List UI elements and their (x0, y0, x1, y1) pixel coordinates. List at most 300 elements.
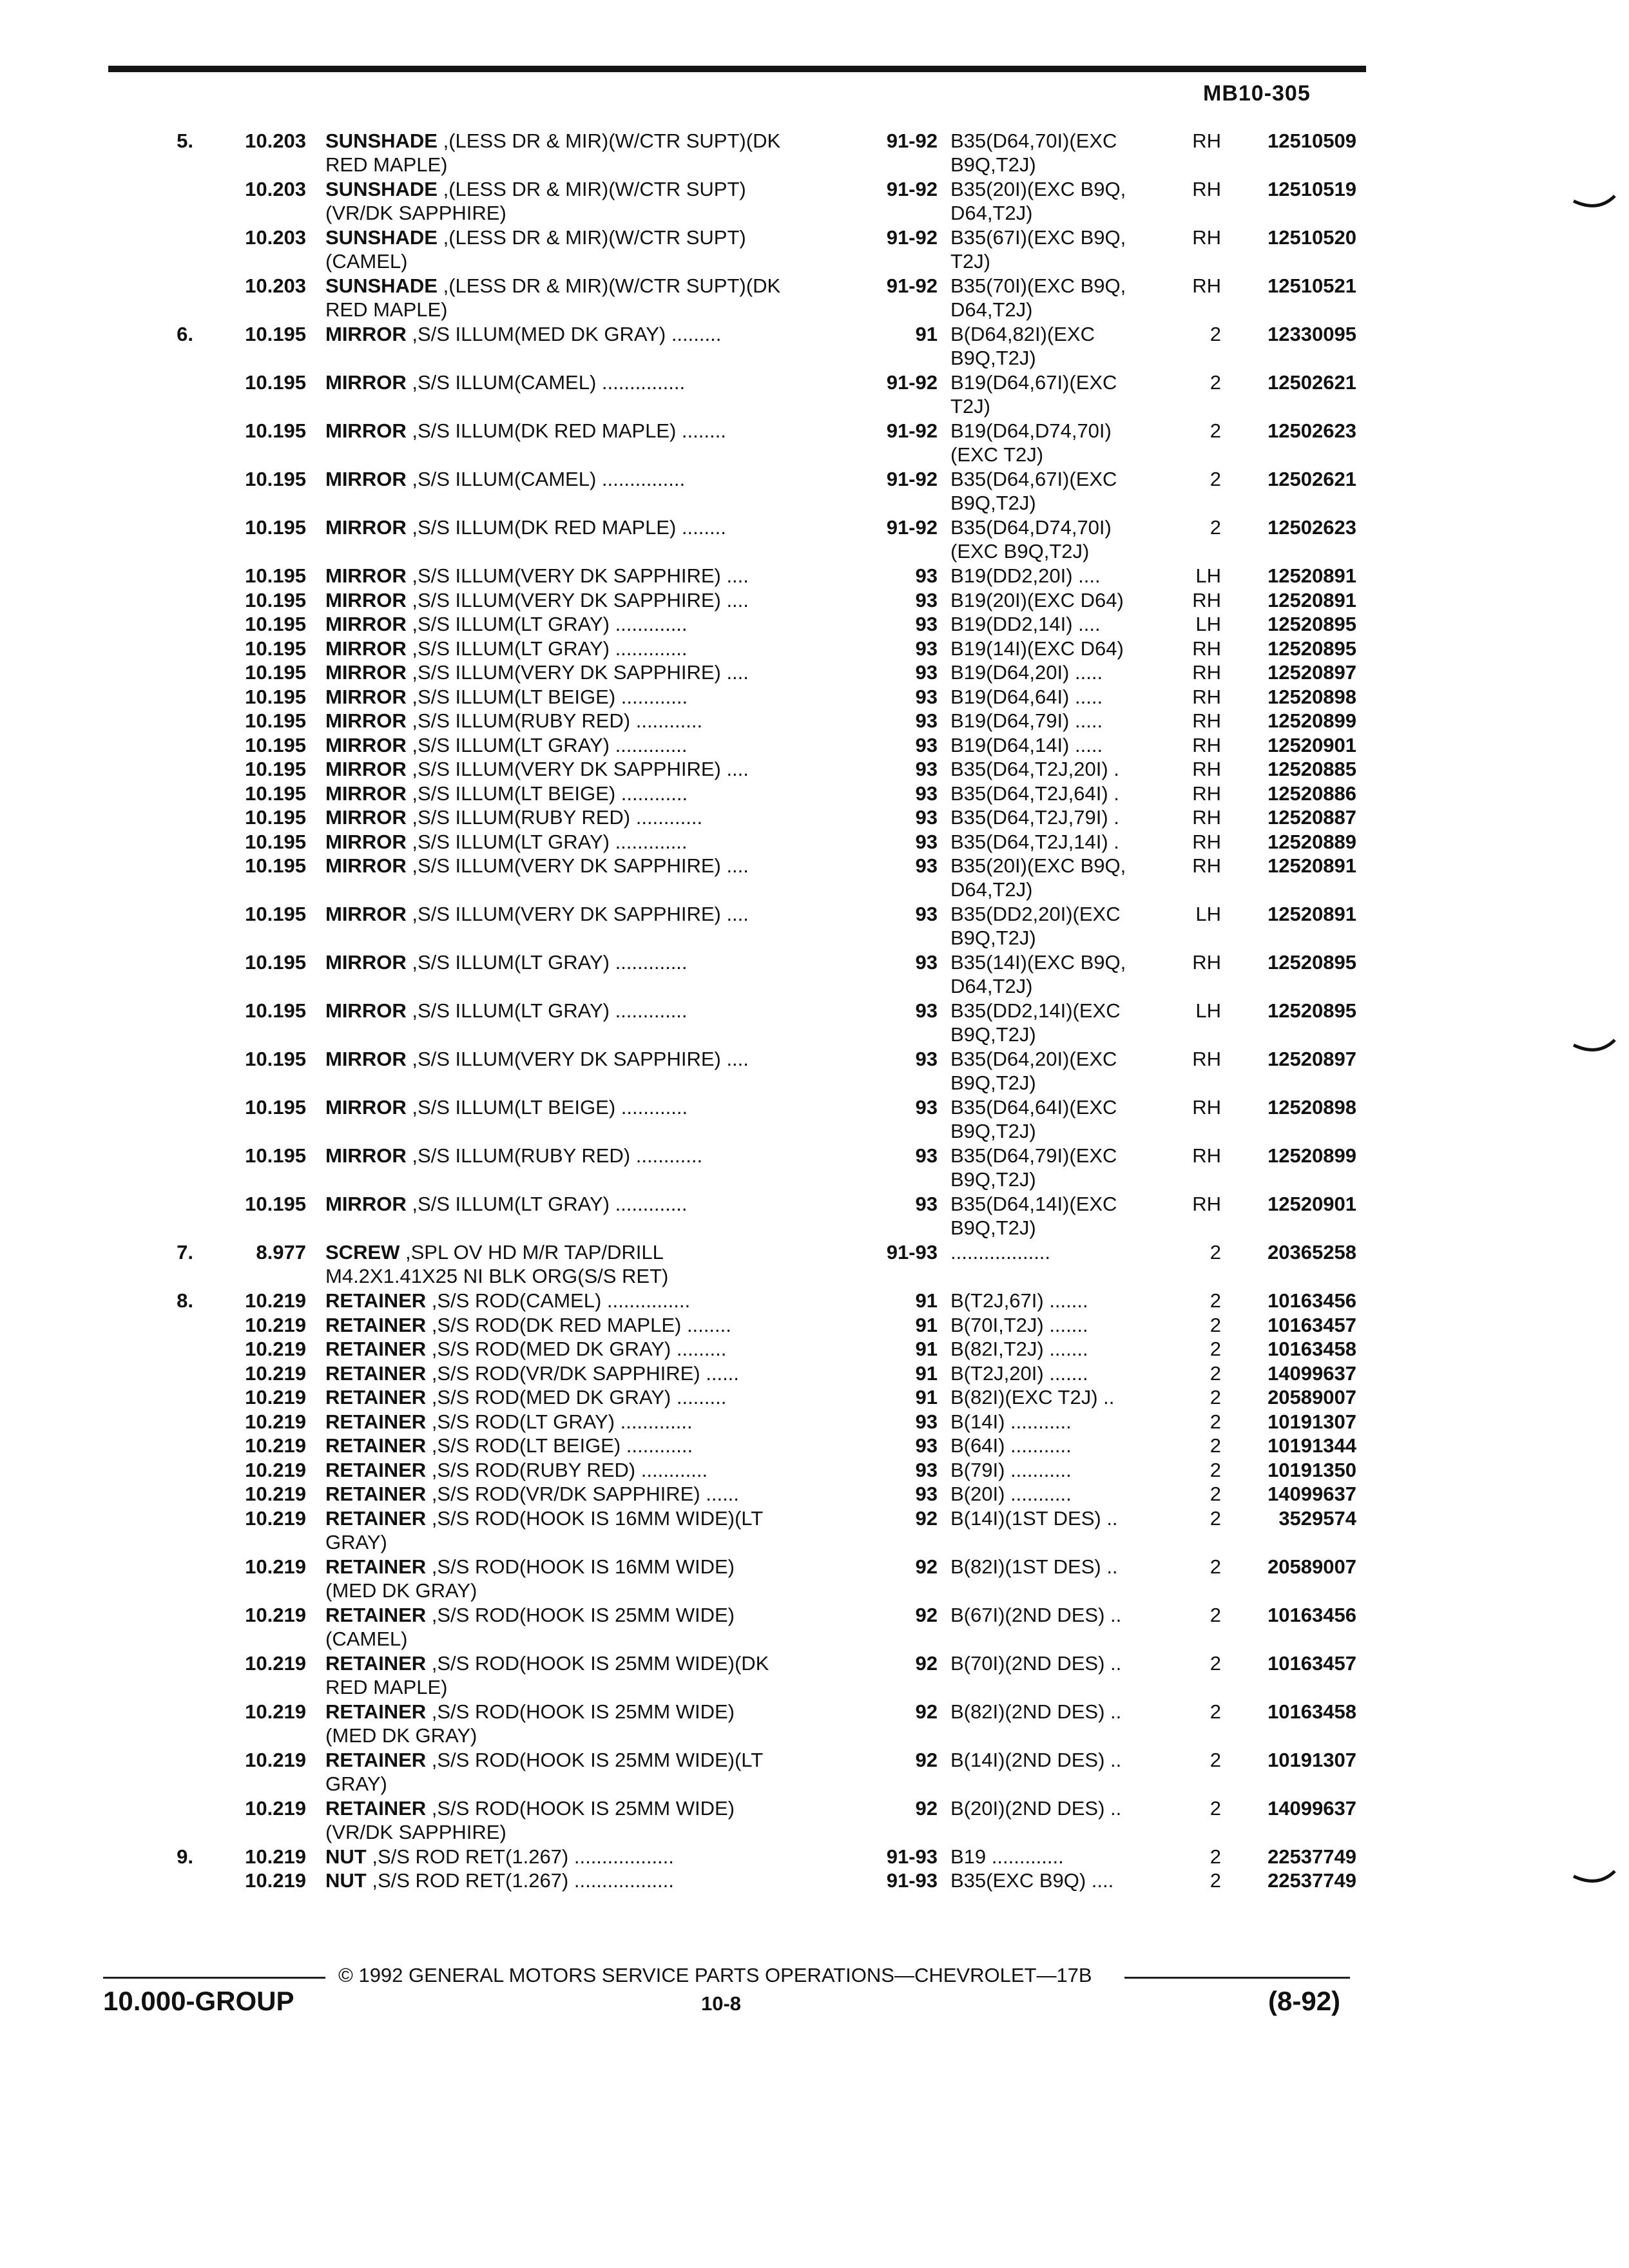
quantity: LH (1195, 999, 1221, 1022)
quantity: 2 (1210, 1845, 1221, 1868)
group-number: 10.219 (245, 1289, 306, 1312)
part-row (0, 1361, 1629, 1386)
part-number: 12510519 (1268, 178, 1356, 200)
part-description (325, 612, 854, 636)
quantity: 2 (1210, 1241, 1221, 1264)
part-detail: ,S/S ILLUM(LT GRAY) ............. (406, 1193, 688, 1215)
model-usage: B35(D64,T2J,20I) . (950, 758, 1119, 780)
part-detail: ,S/S ILLUM(LT BEIGE) ............ (406, 782, 688, 805)
part-row (0, 660, 1629, 685)
part-detail: ,(LESS DR & MIR)(W/CTR SUPT)(DK RED MAPLE) (325, 274, 781, 321)
quantity: RH (1192, 1144, 1221, 1167)
part-name: MIRROR (325, 323, 407, 345)
part-name: MIRROR (325, 999, 407, 1022)
group-number: 10.195 (245, 1193, 306, 1215)
part-row (0, 1458, 1629, 1483)
part-detail: ,S/S ILLUM(VERY DK SAPPHIRE) .... (406, 661, 749, 684)
model-years: 91-92 (886, 226, 938, 249)
part-number: 12520891 (1268, 588, 1356, 611)
model-usage: B(70I)(2ND DES) .. (950, 1651, 1122, 1675)
group-number: 10.195 (245, 830, 306, 853)
part-row (0, 1748, 1629, 1796)
part-detail: ,S/S ILLUM(MED DK GRAY) ......... (406, 323, 722, 345)
model-years: 91 (915, 323, 938, 345)
part-name: RETAINER (325, 1361, 427, 1385)
model-usage: B35(D64,T2J,14I) . (950, 830, 1119, 853)
model-usage: B(70I,T2J) ....... (950, 1313, 1088, 1336)
part-name: MIRROR (325, 806, 407, 829)
quantity: 2 (1210, 516, 1221, 539)
part-detail: ,S/S ILLUM(LT GRAY) ............. (406, 951, 688, 974)
group-number: 10.219 (245, 1796, 306, 1820)
part-name: MIRROR (325, 758, 407, 780)
group-number: 10.219 (245, 1458, 306, 1481)
part-number: 20589007 (1268, 1386, 1356, 1408)
part-row (0, 637, 1629, 661)
group-number: 10.219 (245, 1555, 306, 1578)
part-number: 12520885 (1268, 758, 1356, 780)
model-usage: B19(DD2,20I) .... (950, 564, 1101, 587)
part-description (325, 1482, 854, 1506)
part-name: RETAINER (325, 1458, 427, 1481)
part-detail: ,S/S ILLUM(RUBY RED) ............ (406, 806, 703, 829)
model-usage: .................. (950, 1241, 1051, 1264)
part-row (0, 1506, 1629, 1555)
part-number: 12520895 (1268, 999, 1356, 1022)
part-description (325, 564, 854, 588)
model-years: 92 (915, 1700, 938, 1723)
part-row (0, 685, 1629, 709)
part-name: MIRROR (325, 733, 407, 756)
model-usage: B19(D64,79I) ..... (950, 709, 1103, 732)
part-number: 10163457 (1268, 1313, 1356, 1336)
group-number: 10.195 (245, 758, 306, 780)
part-description (325, 129, 854, 177)
part-row (0, 515, 1629, 564)
part-row (0, 588, 1629, 613)
model-years: 93 (915, 661, 938, 684)
group-number: 10.219 (245, 1506, 306, 1530)
quantity: RH (1192, 178, 1221, 200)
model-usage: B35(D64,64I)(EXC B9Q,T2J) (950, 1096, 1117, 1142)
part-detail: ,S/S ROD(VR/DK SAPPHIRE) ...... (426, 1483, 739, 1505)
quantity: LH (1195, 903, 1221, 925)
group-number: 8.977 (256, 1241, 306, 1264)
footer-copyright: © 1992 GENERAL MOTORS SERVICE PARTS OPERATIONS—CHEVROLET—17B (338, 1964, 1092, 1986)
part-row (0, 709, 1629, 733)
model-years: 92 (915, 1748, 938, 1771)
model-usage: B(T2J,67I) ....... (950, 1289, 1088, 1312)
part-detail: ,S/S ROD(HOOK IS 25MM WIDE) (CAMEL) (325, 1603, 735, 1650)
item-number: 6. (177, 323, 193, 345)
part-description (325, 1748, 854, 1796)
quantity: RH (1192, 1193, 1221, 1215)
part-number: 12520889 (1268, 830, 1356, 853)
part-name: MIRROR (325, 782, 407, 805)
part-description (325, 322, 854, 346)
model-usage: B19(DD2,14I) .... (950, 613, 1101, 635)
model-usage: B35(D64,79I)(EXC B9Q,T2J) (950, 1144, 1117, 1191)
model-usage: B35(D64,T2J,64I) . (950, 782, 1119, 805)
model-years: 92 (915, 1796, 938, 1820)
part-detail: ,S/S ILLUM(RUBY RED) ............ (406, 709, 703, 732)
part-name: RETAINER (325, 1434, 427, 1457)
part-number: 12510520 (1268, 226, 1356, 249)
part-description (325, 1796, 854, 1844)
part-number: 22537749 (1268, 1845, 1356, 1868)
part-description (325, 950, 854, 974)
part-number: 10163458 (1268, 1338, 1356, 1360)
part-name: MIRROR (325, 419, 407, 442)
part-name: RETAINER (325, 1651, 427, 1675)
quantity: 2 (1210, 1338, 1221, 1360)
model-years: 93 (915, 758, 938, 780)
model-usage: B35(20I)(EXC B9Q, D64,T2J) (950, 178, 1126, 224)
part-description (325, 830, 854, 854)
part-row (0, 274, 1629, 322)
model-years: 93 (915, 564, 938, 587)
part-number: 12502621 (1268, 468, 1356, 490)
model-years: 93 (915, 1458, 938, 1481)
part-detail: ,S/S ILLUM(CAMEL) ............... (406, 371, 686, 394)
model-years: 93 (915, 685, 938, 708)
part-description (325, 1192, 854, 1216)
part-description (325, 1651, 854, 1699)
part-description (325, 1240, 854, 1288)
part-number: 12520895 (1268, 951, 1356, 974)
footer-rule-left (103, 1977, 325, 1979)
quantity: RH (1192, 733, 1221, 756)
model-years: 93 (915, 999, 938, 1022)
part-row (0, 1410, 1629, 1434)
part-number: 10191307 (1268, 1410, 1356, 1433)
group-number: 10.195 (245, 1096, 306, 1119)
part-description (325, 1361, 854, 1385)
part-detail: ,S/S ROD(CAMEL) ............... (426, 1289, 691, 1312)
model-years: 92 (915, 1506, 938, 1530)
part-name: MIRROR (325, 564, 407, 587)
model-years: 91-92 (886, 468, 938, 490)
part-description (325, 467, 854, 491)
model-usage: B(14I) ........... (950, 1410, 1072, 1433)
model-years: 91 (915, 1338, 938, 1360)
part-number: 12520898 (1268, 685, 1356, 708)
model-usage: B35(D64,T2J,79I) . (950, 806, 1119, 829)
quantity: LH (1195, 564, 1221, 587)
part-description (325, 1337, 854, 1361)
model-usage: B35(D64,67I)(EXC B9Q,T2J) (950, 468, 1117, 514)
part-detail: ,S/S ILLUM(VERY DK SAPPHIRE) .... (406, 758, 749, 780)
part-detail: ,S/S ILLUM(CAMEL) ............... (406, 468, 686, 490)
part-detail: ,S/S ROD(DK RED MAPLE) ........ (426, 1313, 731, 1336)
part-row (0, 1651, 1629, 1700)
part-number: 12520898 (1268, 1096, 1356, 1119)
part-detail: ,S/S ILLUM(RUBY RED) ............ (406, 1144, 703, 1167)
part-detail: ,S/S ROD(LT BEIGE) ............ (426, 1434, 693, 1457)
quantity: 2 (1210, 1289, 1221, 1312)
part-name: RETAINER (325, 1386, 427, 1408)
part-number: 10163456 (1268, 1603, 1356, 1626)
quantity: RH (1192, 1048, 1221, 1070)
part-description (325, 177, 854, 225)
part-name: MIRROR (325, 1096, 407, 1119)
part-description (325, 274, 854, 322)
part-detail: ,(LESS DR & MIR)(W/CTR SUPT) (CAMEL) (325, 226, 746, 273)
part-number: 12520901 (1268, 733, 1356, 756)
part-description (325, 1700, 854, 1747)
part-row (0, 322, 1629, 370)
quantity: 2 (1210, 1410, 1221, 1433)
part-detail: ,SPL OV HD M/R TAP/DRILL M4.2X1.41X25 NI BLK ORG(S/S RET) (325, 1241, 669, 1287)
part-description (325, 854, 854, 878)
quantity: RH (1192, 661, 1221, 684)
model-usage: B35(D64,D74,70I) (EXC B9Q,T2J) (950, 516, 1112, 562)
part-detail: ,S/S ROD(MED DK GRAY) ......... (426, 1338, 727, 1360)
group-number: 10.195 (245, 637, 306, 660)
part-row (0, 950, 1629, 999)
part-description (325, 660, 854, 684)
model-usage: B35(70I)(EXC B9Q, D64,T2J) (950, 274, 1126, 321)
quantity: 2 (1210, 1796, 1221, 1820)
part-detail: ,S/S ROD(LT GRAY) ............. (426, 1410, 693, 1433)
part-name: RETAINER (325, 1748, 427, 1771)
group-number: 10.219 (245, 1313, 306, 1336)
part-name: RETAINER (325, 1289, 427, 1312)
footer-page-number: 10-8 (701, 1992, 742, 2015)
quantity: RH (1192, 685, 1221, 708)
part-name: MIRROR (325, 637, 407, 660)
part-detail: ,S/S ROD RET(1.267) .................. (366, 1845, 674, 1868)
group-number: 10.195 (245, 685, 306, 708)
quantity: RH (1192, 951, 1221, 974)
model-years: 91-92 (886, 274, 938, 297)
quantity: 2 (1210, 1361, 1221, 1385)
part-description (325, 902, 854, 926)
part-name: MIRROR (325, 1048, 407, 1070)
part-detail: ,S/S ROD(HOOK IS 25MM WIDE)(LT GRAY) (325, 1748, 764, 1795)
part-name: MIRROR (325, 371, 407, 394)
part-name: RETAINER (325, 1700, 427, 1723)
quantity: RH (1192, 806, 1221, 829)
part-detail: ,S/S ILLUM(LT BEIGE) ............ (406, 1096, 688, 1119)
group-number: 10.219 (245, 1361, 306, 1385)
part-row (0, 1434, 1629, 1458)
part-detail: ,S/S ILLUM(VERY DK SAPPHIRE) .... (406, 564, 749, 587)
quantity: 2 (1210, 1386, 1221, 1408)
part-number: 14099637 (1268, 1796, 1356, 1820)
part-description (325, 733, 854, 757)
part-row (0, 1603, 1629, 1651)
part-number: 12510521 (1268, 274, 1356, 297)
part-description (325, 1289, 854, 1312)
quantity: 2 (1210, 1603, 1221, 1626)
part-row (0, 902, 1629, 950)
part-name: RETAINER (325, 1506, 427, 1530)
part-row (0, 226, 1629, 274)
part-row (0, 564, 1629, 588)
part-number: 12330095 (1268, 323, 1356, 345)
model-usage: B(D64,82I)(EXC B9Q,T2J) (950, 323, 1095, 369)
part-number: 12520891 (1268, 854, 1356, 877)
part-detail: ,S/S ROD(HOOK IS 16MM WIDE)(LT GRAY) (325, 1506, 764, 1553)
model-usage: B19(D64,14I) ..... (950, 733, 1103, 756)
part-number: 12520897 (1268, 661, 1356, 684)
part-number: 12520887 (1268, 806, 1356, 829)
group-number: 10.195 (245, 564, 306, 587)
part-detail: ,S/S ILLUM(LT GRAY) ............. (406, 637, 688, 660)
model-years: 91-92 (886, 178, 938, 200)
item-number: 8. (177, 1289, 193, 1312)
part-name: RETAINER (325, 1603, 427, 1626)
model-usage: B35(D64,20I)(EXC B9Q,T2J) (950, 1048, 1117, 1094)
model-usage: B35(67I)(EXC B9Q, T2J) (950, 226, 1126, 273)
part-detail: ,S/S ILLUM(LT GRAY) ............. (406, 733, 688, 756)
part-number: 10163458 (1268, 1700, 1356, 1723)
quantity: 2 (1210, 1434, 1221, 1457)
part-detail: ,(LESS DR & MIR)(W/CTR SUPT) (VR/DK SAPPHIRE) (325, 178, 746, 224)
part-name: RETAINER (325, 1338, 427, 1360)
quantity: 2 (1210, 371, 1221, 394)
group-number: 10.203 (245, 130, 306, 152)
model-usage: B(14I)(2ND DES) .. (950, 1748, 1122, 1771)
part-name: NUT (325, 1869, 367, 1892)
model-usage: B(79I) ........... (950, 1458, 1072, 1481)
part-detail: ,S/S ILLUM(VERY DK SAPPHIRE) .... (406, 1048, 749, 1070)
part-name: MIRROR (325, 854, 407, 877)
model-years: 93 (915, 830, 938, 853)
part-detail: ,(LESS DR & MIR)(W/CTR SUPT)(DK RED MAPLE) (325, 130, 781, 176)
quantity: RH (1192, 782, 1221, 805)
group-number: 10.195 (245, 951, 306, 974)
part-row (0, 854, 1629, 902)
group-number: 10.195 (245, 709, 306, 732)
part-number: 12502623 (1268, 419, 1356, 442)
group-number: 10.219 (245, 1386, 306, 1408)
part-row (0, 1869, 1629, 1893)
part-description (325, 757, 854, 781)
quantity: RH (1192, 274, 1221, 297)
quantity: 2 (1210, 1555, 1221, 1578)
part-name: NUT (325, 1845, 367, 1868)
quantity: RH (1192, 1096, 1221, 1119)
group-number: 10.219 (245, 1845, 306, 1868)
quantity: 2 (1210, 1748, 1221, 1771)
group-number: 10.219 (245, 1869, 306, 1892)
model-usage: B35(D64,14I)(EXC B9Q,T2J) (950, 1193, 1117, 1239)
group-number: 10.203 (245, 274, 306, 297)
binder-hole-mark-middle (1572, 1037, 1617, 1057)
part-name: MIRROR (325, 1144, 407, 1167)
part-description (325, 1385, 854, 1409)
part-description (325, 1313, 854, 1337)
quantity: 2 (1210, 468, 1221, 490)
footer-date: (8-92) (1268, 1986, 1341, 2016)
model-usage: B35(DD2,20I)(EXC B9Q,T2J) (950, 903, 1121, 949)
part-description (325, 588, 854, 612)
part-description (325, 1095, 854, 1119)
part-name: MIRROR (325, 516, 407, 539)
part-name: SUNSHADE (325, 178, 438, 200)
group-number: 10.195 (245, 588, 306, 611)
model-years: 93 (915, 903, 938, 925)
model-years: 93 (915, 1193, 938, 1215)
part-detail: ,S/S ROD(HOOK IS 25MM WIDE) (VR/DK SAPPHIRE) (325, 1796, 735, 1843)
part-row (0, 1482, 1629, 1506)
part-detail: ,S/S ROD(RUBY RED) ............ (426, 1458, 708, 1481)
group-number: 10.195 (245, 613, 306, 635)
part-name: RETAINER (325, 1796, 427, 1820)
model-years: 92 (915, 1555, 938, 1578)
quantity: 2 (1210, 1651, 1221, 1675)
part-row (0, 805, 1629, 830)
model-years: 91-92 (886, 516, 938, 539)
part-detail: ,S/S ROD(HOOK IS 25MM WIDE)(DK RED MAPLE) (325, 1651, 769, 1698)
part-name: MIRROR (325, 951, 407, 974)
part-name: RETAINER (325, 1410, 427, 1433)
quantity: 2 (1210, 323, 1221, 345)
part-description (325, 637, 854, 660)
part-detail: ,S/S ILLUM(LT GRAY) ............. (406, 830, 688, 853)
group-number: 10.195 (245, 782, 306, 805)
part-description (325, 1144, 854, 1168)
part-number: 12520891 (1268, 903, 1356, 925)
model-years: 91 (915, 1313, 938, 1336)
group-number: 10.203 (245, 178, 306, 200)
model-years: 93 (915, 637, 938, 660)
part-description (325, 370, 854, 394)
part-description (325, 782, 854, 805)
part-name: MIRROR (325, 903, 407, 925)
quantity: RH (1192, 588, 1221, 611)
part-name: SUNSHADE (325, 130, 438, 152)
part-row (0, 1047, 1629, 1095)
model-years: 93 (915, 709, 938, 732)
model-usage: B35(EXC B9Q) .... (950, 1869, 1114, 1892)
part-description (325, 1506, 854, 1554)
model-years: 91-92 (886, 130, 938, 152)
part-name: MIRROR (325, 613, 407, 635)
model-usage: B35(DD2,14I)(EXC B9Q,T2J) (950, 999, 1121, 1046)
model-years: 91-92 (886, 419, 938, 442)
part-number: 12510509 (1268, 130, 1356, 152)
group-number: 10.219 (245, 1338, 306, 1360)
part-name: MIRROR (325, 685, 407, 708)
quantity: 2 (1210, 1483, 1221, 1505)
model-usage: B19(20I)(EXC D64) (950, 588, 1124, 611)
part-number: 22537749 (1268, 1869, 1356, 1892)
part-number: 12520897 (1268, 1048, 1356, 1070)
quantity: 2 (1210, 1458, 1221, 1481)
part-detail: ,S/S ILLUM(VERY DK SAPPHIRE) .... (406, 903, 749, 925)
part-row (0, 1313, 1629, 1338)
quantity: 2 (1210, 1313, 1221, 1336)
quantity: LH (1195, 613, 1221, 635)
group-number: 10.195 (245, 371, 306, 394)
part-name: RETAINER (325, 1483, 427, 1505)
model-usage: B(20I) ........... (950, 1483, 1072, 1505)
part-number: 12520899 (1268, 709, 1356, 732)
part-number: 20365258 (1268, 1241, 1356, 1264)
model-usage: B19(D64,D74,70I) (EXC T2J) (950, 419, 1112, 466)
part-name: MIRROR (325, 661, 407, 684)
part-row (0, 1192, 1629, 1240)
part-number: 14099637 (1268, 1361, 1356, 1385)
model-years: 91 (915, 1289, 938, 1312)
quantity: RH (1192, 758, 1221, 780)
model-years: 93 (915, 1483, 938, 1505)
part-row (0, 612, 1629, 637)
model-years: 93 (915, 951, 938, 974)
